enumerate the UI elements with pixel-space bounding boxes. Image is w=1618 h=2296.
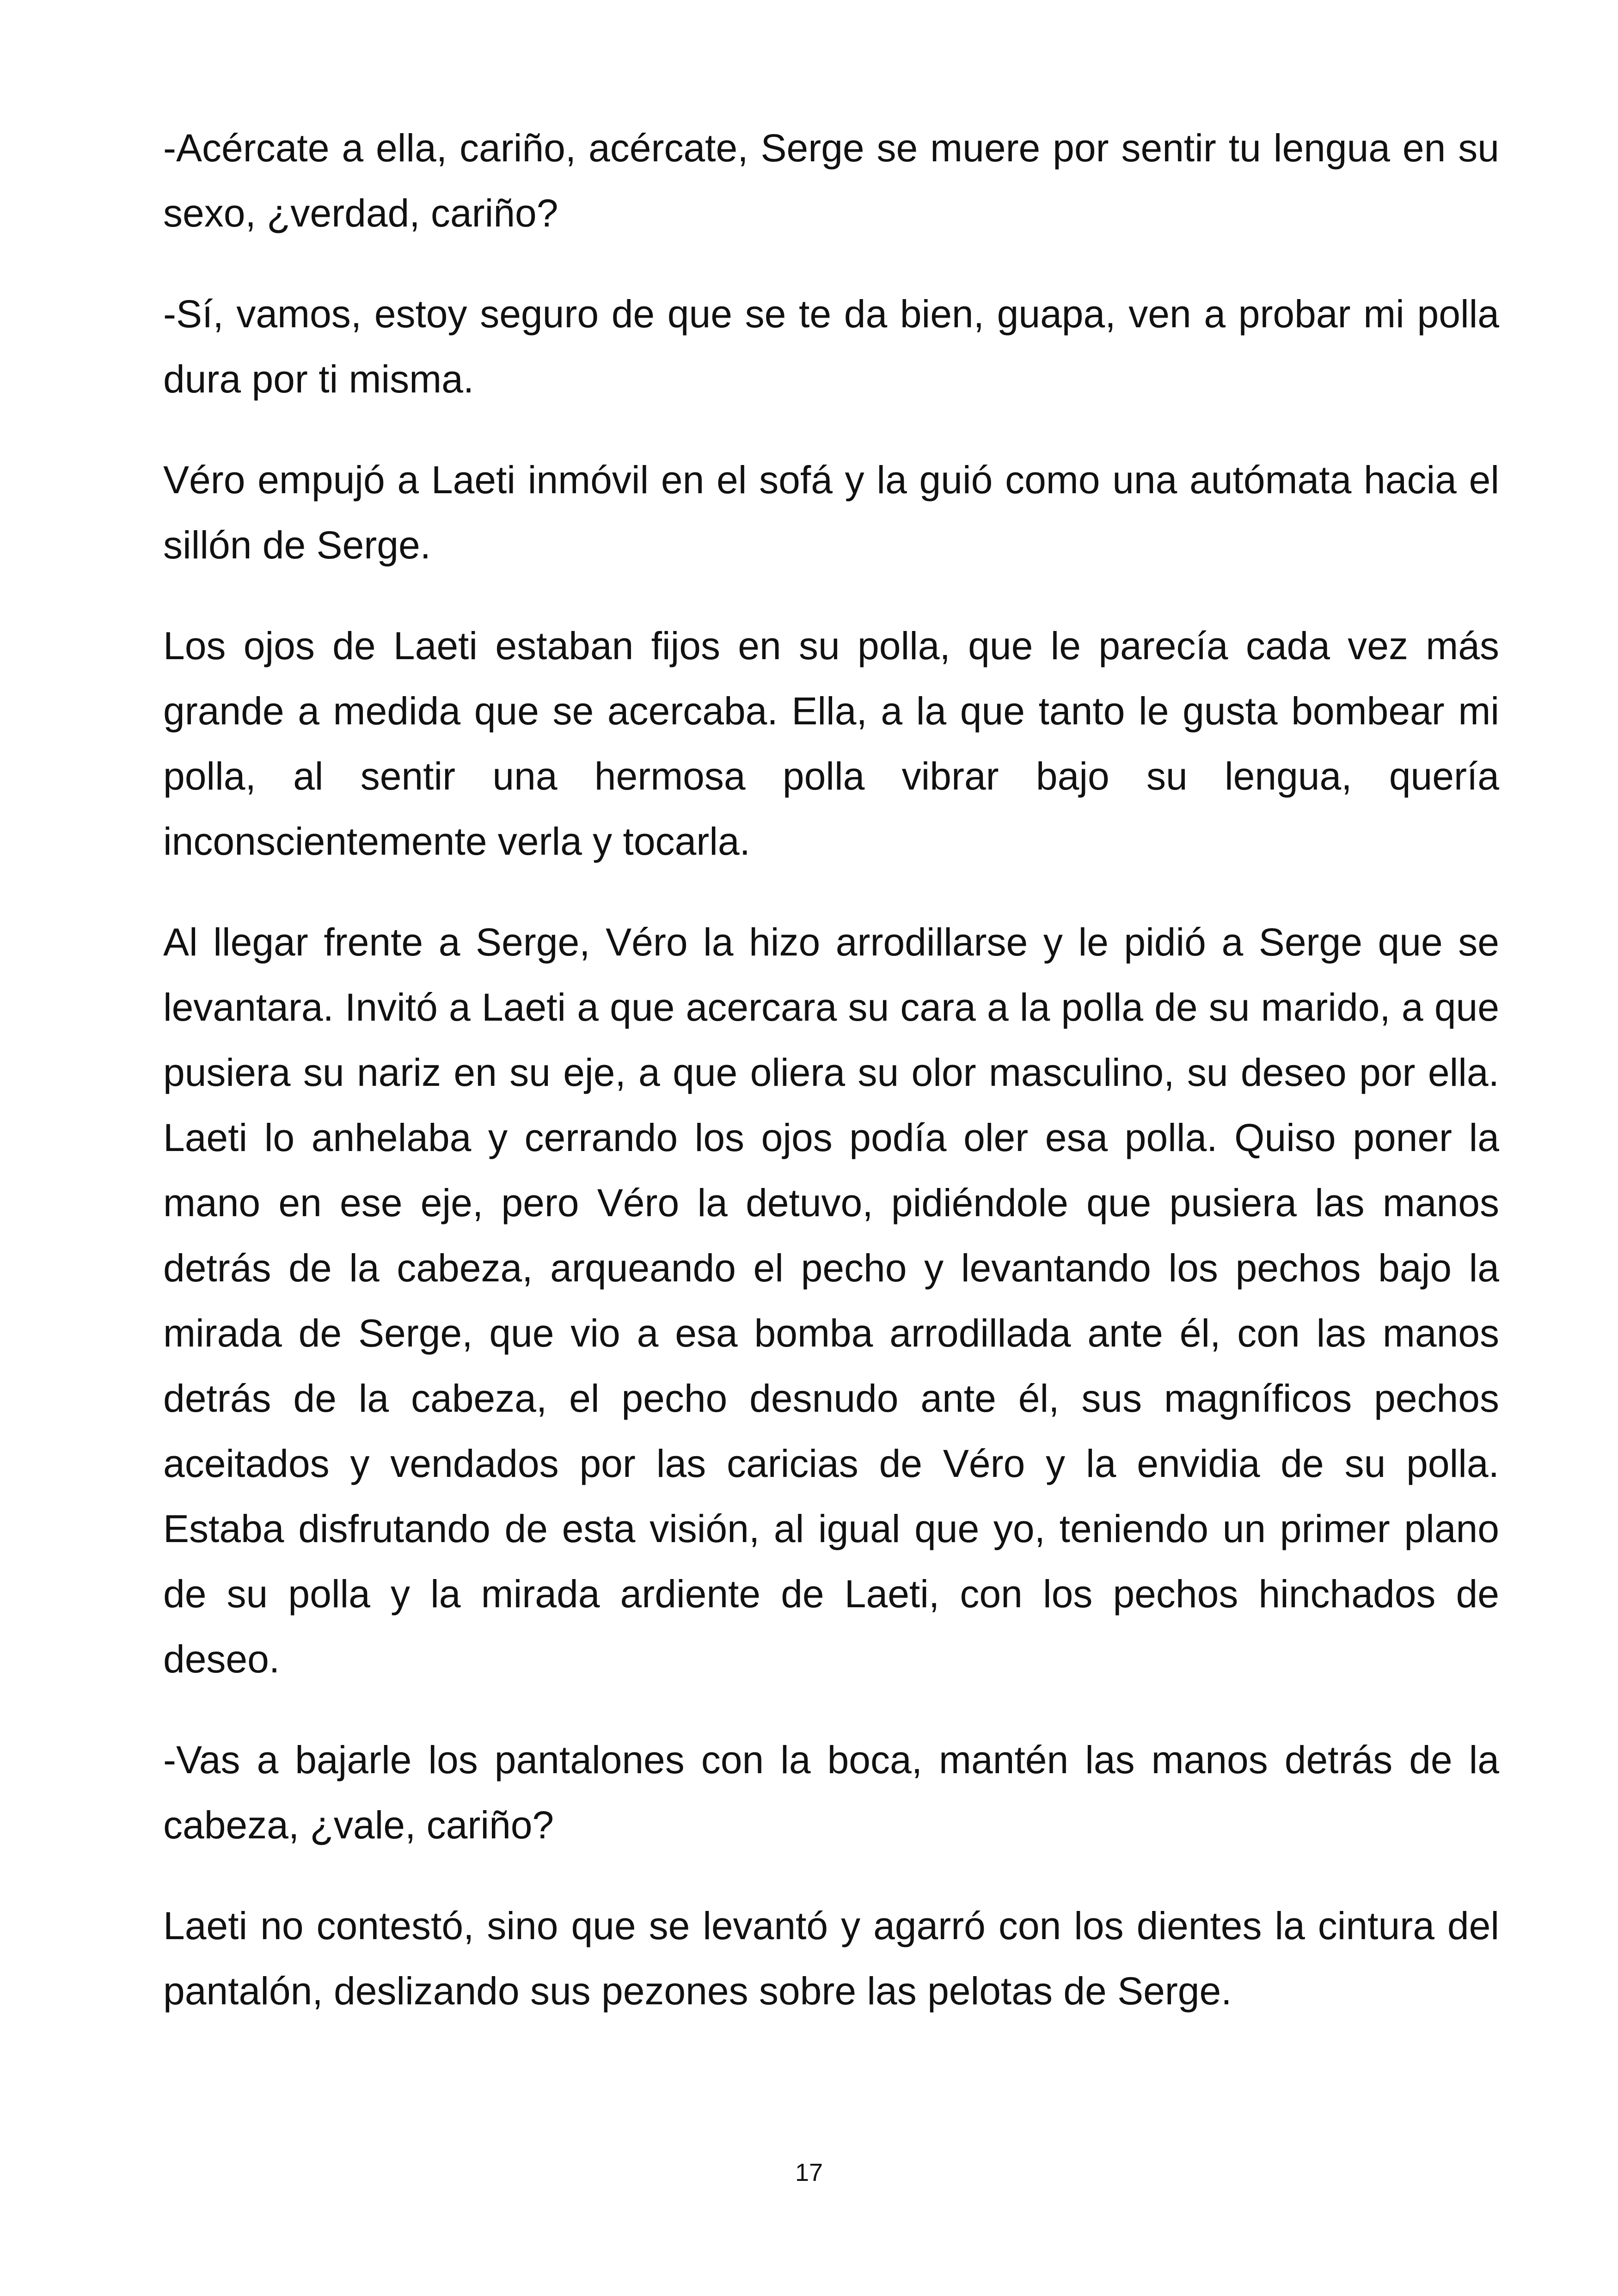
paragraph-7: Laeti no contestó, sino que se levantó y agarró con los dientes la cintura del pantalón, deslizando sus pezones sobre las pelotas de Serge. [163,1904,1499,2013]
paragraph-2: -Sí, vamos, estoy seguro de que se te da bien, guapa, ven a probar mi polla dura por ti misma. [163,292,1499,401]
paragraph-1: -Acércate a ella, cariño, acércate, Serge se muere por sentir tu lengua en su sexo, ¿verdad, cariño? [163,126,1499,235]
page-body [163,116,1499,2024]
paragraph-4: Los ojos de Laeti estaban fijos en su polla, que le parecía cada vez más grande a medida que se acercaba. Ella, a la que tanto le gusta bombear mi polla, al sentir una hermosa polla vibrar bajo su lengua, quería inconscientemente verla y tocarla. [163,624,1499,863]
paragraph-6: -Vas a bajarle los pantalones con la boca, mantén las manos detrás de la cabeza, ¿vale, cariño? [163,1738,1499,1847]
page-number: 17 [795,2159,823,2186]
paragraph-3: Véro empujó a Laeti inmóvil en el sofá y la guió como una autómata hacia el sillón de Serge. [163,458,1499,567]
paragraph-5: Al llegar frente a Serge, Véro la hizo arrodillarse y le pidió a Serge que se levantara. Invitó a Laeti a que acercara su cara a la polla de su marido, a que pusiera su nariz en su eje, a que oliera su olor masculino, su deseo por ella. Laeti lo anhelaba y cerrando los ojos podía oler esa polla. Quiso poner la mano en ese eje, pero Véro la detuvo, pidiéndole que pusiera las manos detrás de la cabeza, arqueando el pecho y levantando los pechos bajo la mirada de Serge, que vio a esa bomba arrodillada ante él, con las manos detrás de la cabeza, el pecho desnudo ante él, sus magníficos pechos aceitados y vendados por las caricias de Véro y la envidia de su polla. Estaba disfrutando de esta visión, al igual que yo, teniendo un primer plano de su polla y la mirada ardiente de Laeti, con los pechos hinchados de deseo. [163,920,1499,1681]
